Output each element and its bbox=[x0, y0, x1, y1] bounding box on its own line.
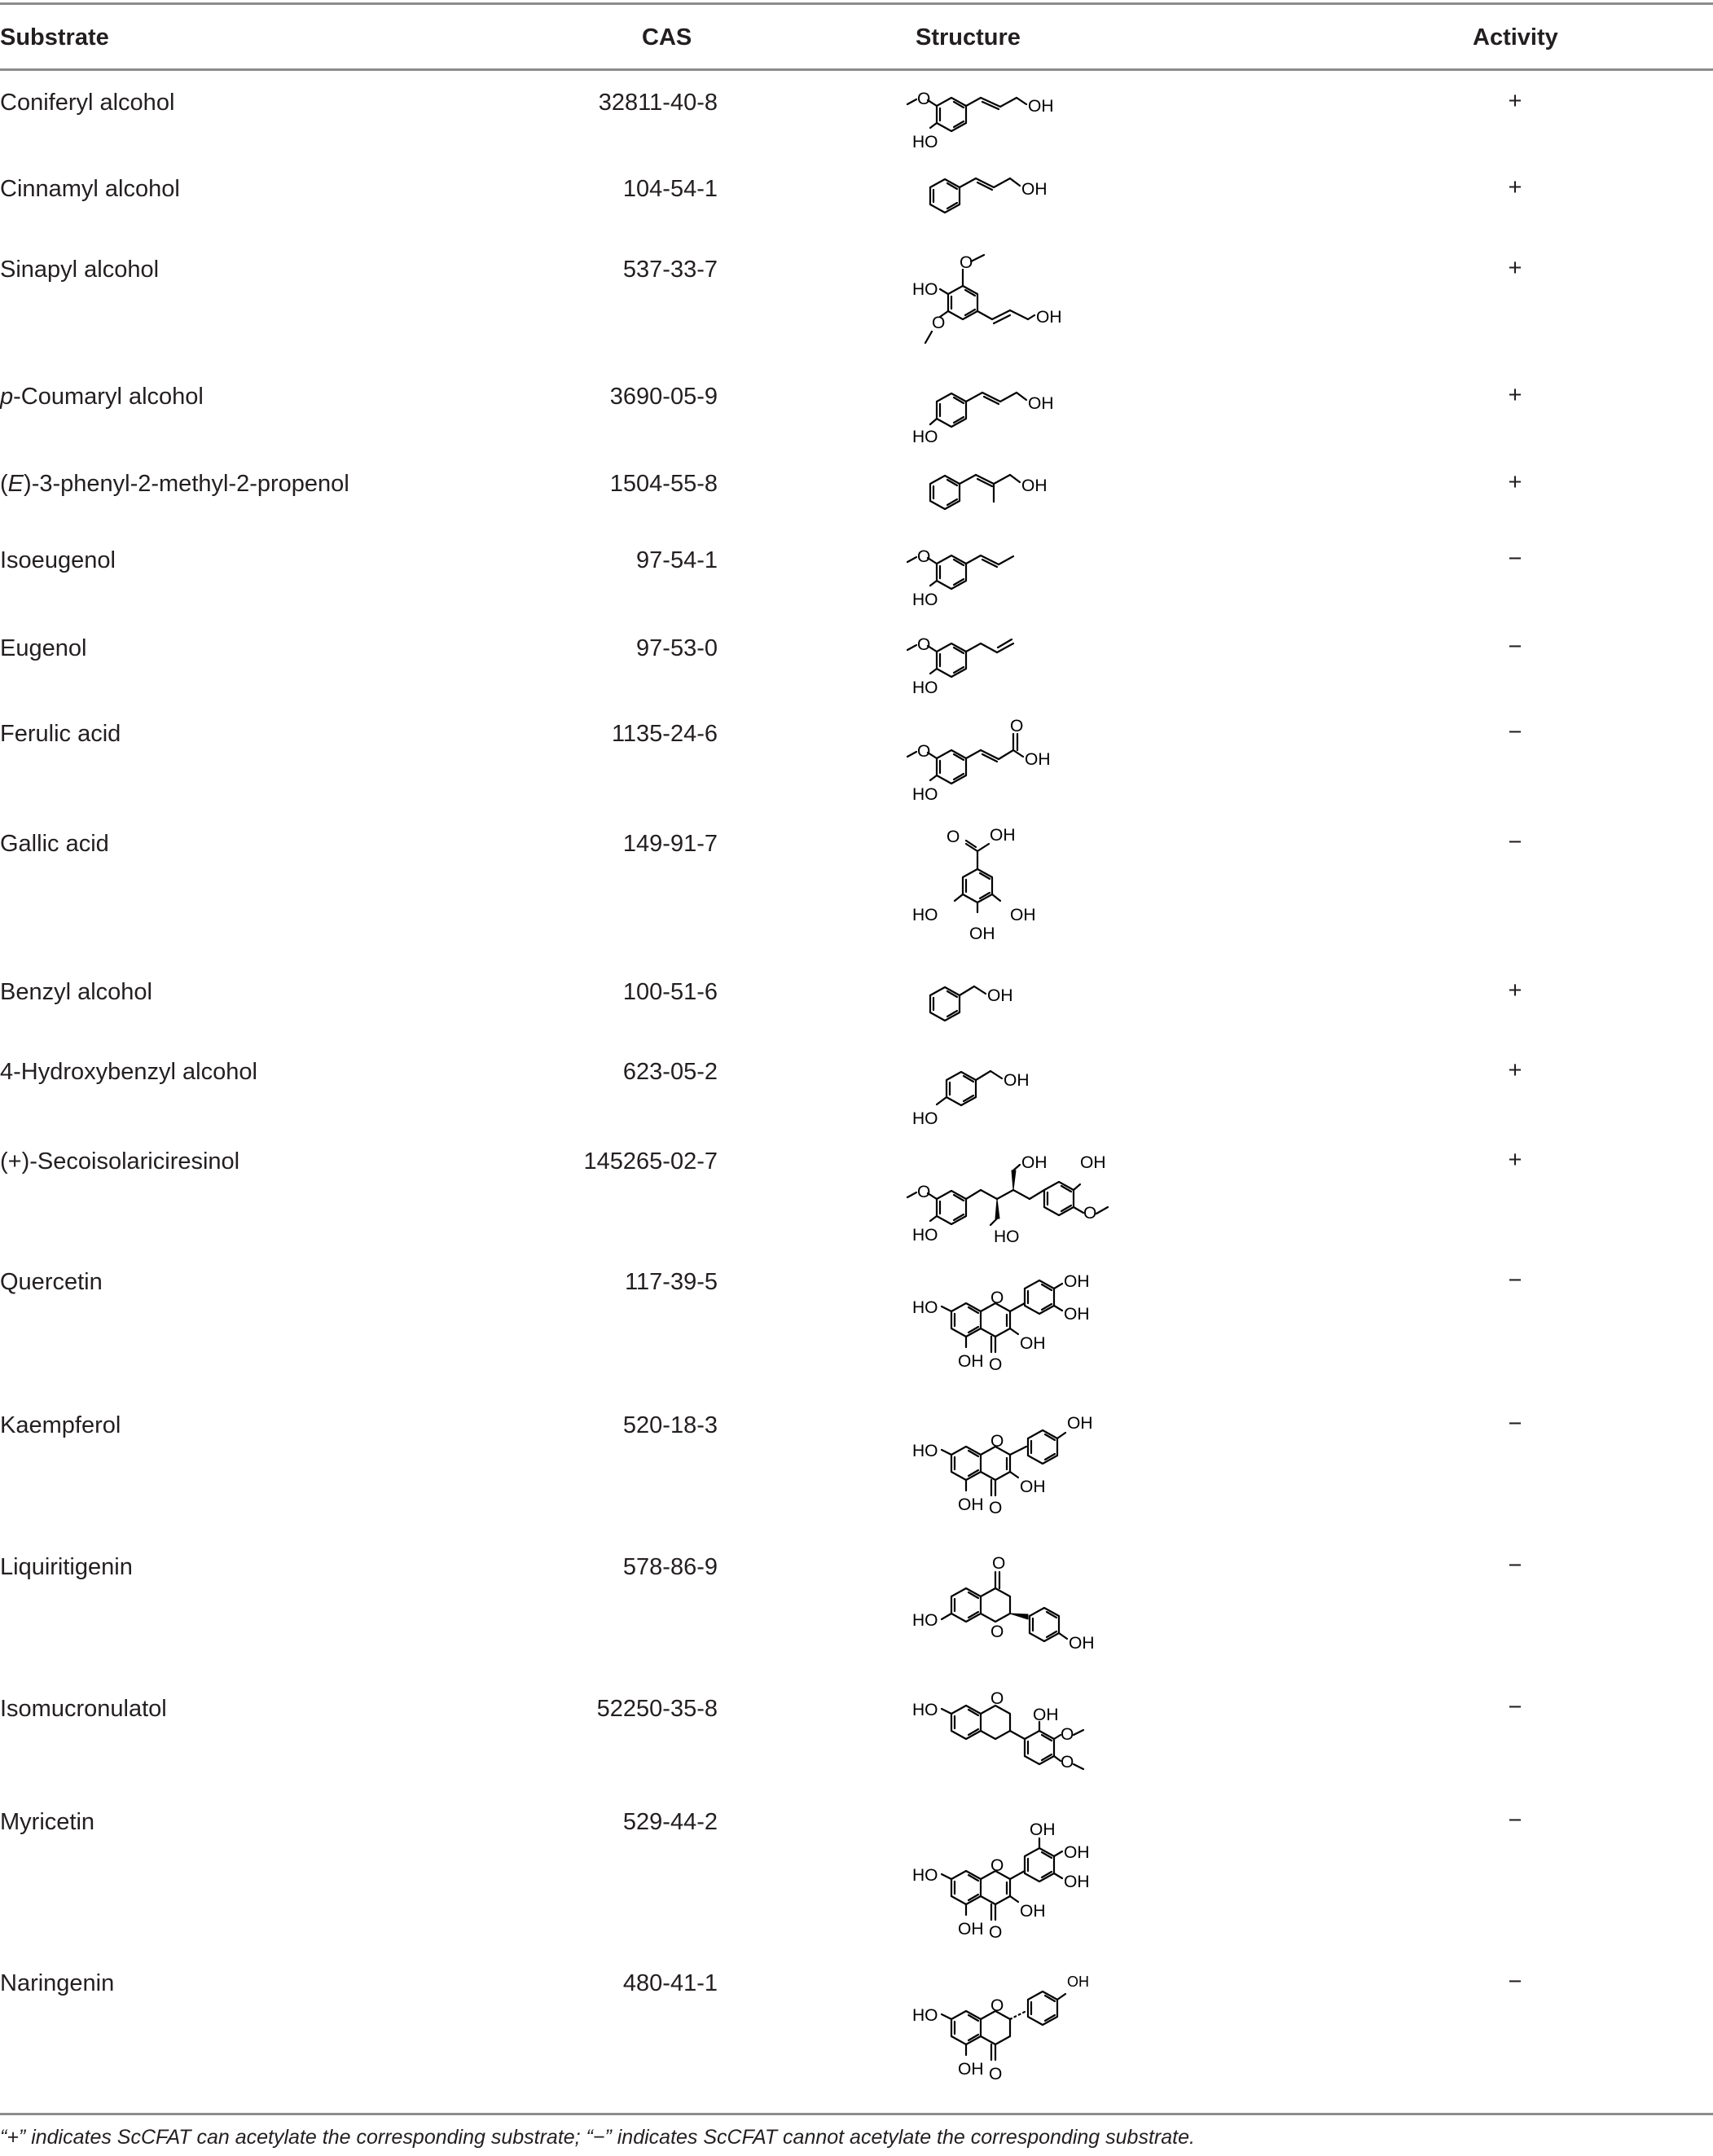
cas-number: 537-33-7 bbox=[622, 257, 718, 283]
svg-text:OH: OH bbox=[1028, 97, 1054, 116]
svg-text:O: O bbox=[1061, 1753, 1074, 1772]
svg-text:HO: HO bbox=[912, 785, 938, 804]
sinapyl-alcohol-structure-icon bbox=[912, 252, 1124, 366]
quercetin-structure-icon bbox=[912, 1262, 1157, 1393]
svg-text:O: O bbox=[1061, 1725, 1074, 1744]
cas-number: 100-51-6 bbox=[622, 979, 718, 1005]
svg-text:OH: OH bbox=[1064, 1305, 1090, 1324]
coniferyl-alcohol-structure-icon bbox=[912, 86, 1124, 160]
svg-text:OH: OH bbox=[1030, 1820, 1056, 1839]
cas-number: 480-41-1 bbox=[622, 1970, 718, 1996]
p-coumaryl-alcohol-structure-icon bbox=[912, 377, 1124, 459]
header-activity: Activity bbox=[1473, 24, 1558, 50]
svg-text:O: O bbox=[989, 1499, 1003, 1517]
svg-text:OH: OH bbox=[1067, 1974, 1089, 1990]
svg-text:OH: OH bbox=[958, 2060, 984, 2079]
liquiritigenin-structure-icon bbox=[912, 1549, 1157, 1680]
svg-text:OH: OH bbox=[1021, 476, 1048, 495]
activity-value: − bbox=[1508, 1694, 1522, 1720]
svg-text:O: O bbox=[1010, 717, 1024, 735]
svg-text:HO: HO bbox=[994, 1227, 1020, 1246]
activity-value: + bbox=[1508, 382, 1522, 408]
activity-value: − bbox=[1508, 829, 1522, 855]
activity-value: + bbox=[1508, 174, 1522, 200]
svg-text:OH: OH bbox=[1020, 1902, 1046, 1921]
activity-value: + bbox=[1508, 1147, 1522, 1173]
svg-text:HO: HO bbox=[912, 1226, 938, 1245]
substrate-name: (E)-3-phenyl-2-methyl-2-propenol bbox=[0, 471, 349, 497]
svg-text:O: O bbox=[932, 314, 946, 332]
activity-value: + bbox=[1508, 469, 1522, 495]
activity-value: + bbox=[1508, 1057, 1522, 1083]
table-top-rule bbox=[0, 2, 1713, 5]
svg-text:O: O bbox=[990, 1689, 1004, 1708]
svg-text:HO: HO bbox=[912, 133, 938, 151]
svg-text:OH: OH bbox=[1021, 1153, 1048, 1172]
cas-number: 32811-40-8 bbox=[598, 90, 718, 116]
svg-text:OH: OH bbox=[1004, 1071, 1030, 1090]
svg-text:HO: HO bbox=[912, 1109, 938, 1128]
svg-text:OH: OH bbox=[958, 1495, 984, 1514]
secoisolariciresinol-structure-icon bbox=[912, 1144, 1181, 1258]
gallic-acid-structure-icon bbox=[912, 824, 1124, 955]
svg-text:HO: HO bbox=[912, 591, 938, 609]
activity-value: − bbox=[1508, 1969, 1522, 1995]
cas-number: 149-91-7 bbox=[622, 831, 718, 857]
svg-text:O: O bbox=[989, 2065, 1003, 2084]
svg-text:O: O bbox=[990, 1856, 1004, 1875]
svg-text:O: O bbox=[990, 1432, 1004, 1451]
svg-text:O: O bbox=[917, 635, 931, 654]
cas-number: 117-39-5 bbox=[625, 1269, 718, 1295]
svg-text:O: O bbox=[960, 253, 973, 272]
cas-number: 145265-02-7 bbox=[583, 1148, 718, 1175]
svg-text:OH: OH bbox=[1033, 1706, 1059, 1724]
cas-number: 623-05-2 bbox=[622, 1059, 718, 1085]
table-bottom-rule bbox=[0, 2113, 1713, 2115]
substrate-name: Benzyl alcohol bbox=[0, 979, 152, 1005]
substrate-name: Isomucronulatol bbox=[0, 1696, 167, 1722]
substrate-name: Naringenin bbox=[0, 1970, 115, 1996]
svg-text:HO: HO bbox=[912, 280, 938, 299]
ferulic-acid-structure-icon bbox=[912, 717, 1124, 812]
substrate-name: Sinapyl alcohol bbox=[0, 257, 160, 283]
svg-text:O: O bbox=[990, 1289, 1004, 1307]
substrate-name: Gallic acid bbox=[0, 831, 109, 857]
svg-text:OH: OH bbox=[958, 1920, 984, 1939]
kaempferol-structure-icon bbox=[912, 1406, 1157, 1536]
svg-text:O: O bbox=[990, 1996, 1004, 2015]
svg-text:O: O bbox=[917, 90, 931, 108]
cas-number: 3690-05-9 bbox=[609, 384, 718, 410]
activity-value: + bbox=[1508, 977, 1522, 1003]
substrate-name: Eugenol bbox=[0, 635, 87, 661]
substrate-name: Cinnamyl alcohol bbox=[0, 176, 180, 202]
activity-value: − bbox=[1508, 719, 1522, 745]
svg-text:OH: OH bbox=[969, 924, 995, 943]
svg-text:O: O bbox=[989, 1355, 1003, 1374]
svg-text:O: O bbox=[989, 1923, 1003, 1942]
svg-text:OH: OH bbox=[1020, 1334, 1046, 1353]
svg-text:OH: OH bbox=[1069, 1634, 1095, 1653]
activity-value: + bbox=[1508, 88, 1522, 114]
eugenol-structure-icon bbox=[912, 632, 1124, 705]
substrate-name: Liquiritigenin bbox=[0, 1554, 133, 1580]
svg-text:OH: OH bbox=[1080, 1153, 1106, 1172]
svg-text:OH: OH bbox=[1025, 750, 1051, 769]
cinnamyl-alcohol-structure-icon bbox=[912, 168, 1124, 241]
naringenin-structure-icon bbox=[912, 1961, 1157, 2107]
svg-text:O: O bbox=[990, 1622, 1004, 1641]
cas-number: 529-44-2 bbox=[622, 1809, 718, 1835]
svg-text:O: O bbox=[947, 828, 960, 846]
activity-value: + bbox=[1508, 255, 1522, 281]
svg-text:HO: HO bbox=[912, 428, 938, 446]
isomucronulatol-structure-icon bbox=[912, 1689, 1157, 1787]
hydroxybenzyl-alcohol-structure-icon bbox=[912, 1056, 1124, 1137]
cas-number: 1135-24-6 bbox=[611, 721, 718, 747]
svg-text:O: O bbox=[917, 1183, 931, 1201]
header-structure: Structure bbox=[916, 24, 1021, 50]
svg-text:OH: OH bbox=[990, 826, 1016, 845]
svg-text:O: O bbox=[917, 742, 931, 761]
cas-number: 97-54-1 bbox=[636, 547, 718, 573]
activity-value: − bbox=[1508, 546, 1522, 572]
svg-text:HO: HO bbox=[912, 1611, 938, 1630]
myricetin-structure-icon bbox=[912, 1806, 1157, 1952]
table-footnote: “+” indicates ScCFAT can acetylate the corresponding substrate; “−” indicates ScCFAT cannot acetylate the corresponding substrate. bbox=[0, 2126, 1195, 2149]
svg-text:OH: OH bbox=[1020, 1478, 1046, 1496]
activity-value: − bbox=[1508, 634, 1522, 660]
svg-text:HO: HO bbox=[912, 906, 938, 924]
activity-value: − bbox=[1508, 1552, 1522, 1579]
substrate-name: p-Coumaryl alcohol bbox=[0, 384, 204, 410]
substrate-name: Coniferyl alcohol bbox=[0, 90, 175, 116]
svg-text:O: O bbox=[992, 1554, 1006, 1573]
cas-number: 1504-55-8 bbox=[609, 471, 718, 497]
header-cas: CAS bbox=[642, 24, 692, 50]
svg-text:OH: OH bbox=[1064, 1843, 1090, 1862]
substrate-name: (+)-Secoisolariciresinol bbox=[0, 1148, 240, 1175]
substrate-name: Myricetin bbox=[0, 1809, 95, 1835]
activity-value: − bbox=[1508, 1267, 1522, 1293]
svg-text:HO: HO bbox=[912, 1866, 938, 1885]
svg-text:OH: OH bbox=[1064, 1873, 1090, 1891]
substrate-name: Isoeugenol bbox=[0, 547, 116, 573]
phenyl-methyl-propenol-structure-icon bbox=[912, 464, 1124, 538]
substrate-name: Kaempferol bbox=[0, 1412, 121, 1438]
cas-number: 52250-35-8 bbox=[596, 1696, 718, 1722]
svg-text:OH: OH bbox=[987, 986, 1013, 1005]
cas-number: 578-86-9 bbox=[622, 1554, 718, 1580]
svg-text:HO: HO bbox=[912, 678, 938, 697]
svg-text:OH: OH bbox=[1064, 1272, 1090, 1291]
svg-text:HO: HO bbox=[912, 1442, 938, 1460]
svg-text:OH: OH bbox=[958, 1352, 984, 1371]
svg-text:HO: HO bbox=[912, 2006, 938, 2025]
cas-number: 97-53-0 bbox=[636, 635, 718, 661]
svg-text:O: O bbox=[1083, 1204, 1097, 1223]
svg-text:OH: OH bbox=[1036, 308, 1062, 327]
svg-text:OH: OH bbox=[1010, 906, 1036, 924]
cas-number: 104-54-1 bbox=[622, 176, 718, 202]
activity-value: − bbox=[1508, 1807, 1522, 1833]
substrate-name: 4-Hydroxybenzyl alcohol bbox=[0, 1059, 257, 1085]
substrate-name: Quercetin bbox=[0, 1269, 103, 1295]
header-substrate: Substrate bbox=[0, 24, 109, 50]
benzyl-alcohol-structure-icon bbox=[912, 976, 1124, 1049]
substrate-name: Ferulic acid bbox=[0, 721, 121, 747]
table-header-rule bbox=[0, 68, 1713, 71]
svg-text:OH: OH bbox=[1028, 394, 1054, 413]
svg-text:OH: OH bbox=[1021, 180, 1048, 199]
cas-number: 520-18-3 bbox=[622, 1412, 718, 1438]
isoeugenol-structure-icon bbox=[912, 544, 1124, 617]
svg-text:HO: HO bbox=[912, 1298, 938, 1317]
svg-text:O: O bbox=[917, 547, 931, 566]
svg-text:OH: OH bbox=[1067, 1414, 1093, 1433]
svg-text:HO: HO bbox=[912, 1701, 938, 1719]
activity-value: − bbox=[1508, 1411, 1522, 1437]
